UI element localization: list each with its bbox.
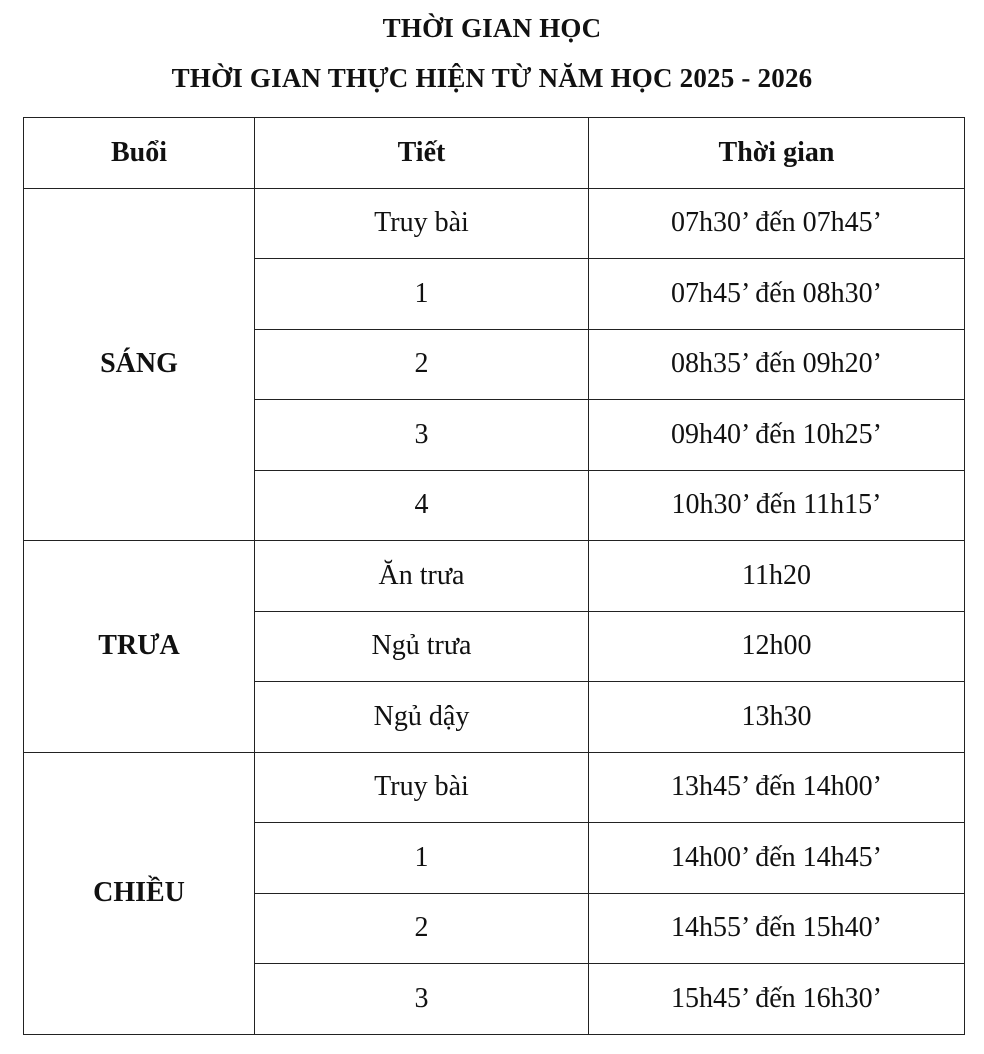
- period-cell: Ăn trưa: [255, 541, 589, 612]
- time-cell: 09h40’ đến 10h25’: [589, 400, 965, 471]
- table-header-row: [24, 118, 965, 189]
- time-cell: 13h45’ đến 14h00’: [589, 752, 965, 823]
- session-cell-afternoon: CHIỀU: [24, 752, 255, 1034]
- time-cell: 13h30: [589, 682, 965, 753]
- schedule-table: [23, 117, 965, 1035]
- period-cell: Truy bài: [255, 752, 589, 823]
- period-cell: Truy bài: [255, 188, 589, 259]
- period-cell: 1: [255, 823, 589, 894]
- column-header-time: Thời gian: [589, 118, 965, 189]
- table-row: [24, 752, 965, 823]
- page-title: THỜI GIAN HỌC: [382, 13, 602, 43]
- table-row: [24, 541, 965, 612]
- period-cell: 4: [255, 470, 589, 541]
- time-cell: 08h35’ đến 09h20’: [589, 329, 965, 400]
- time-cell: 11h20: [589, 541, 965, 612]
- time-cell: 07h30’ đến 07h45’: [589, 188, 965, 259]
- time-cell: 12h00: [589, 611, 965, 682]
- session-cell-noon: TRƯA: [24, 541, 255, 753]
- period-cell: 2: [255, 329, 589, 400]
- period-cell: 2: [255, 893, 589, 964]
- table-row: [24, 188, 965, 259]
- period-cell: 3: [255, 400, 589, 471]
- time-cell: 10h30’ đến 11h15’: [589, 470, 965, 541]
- period-cell: 3: [255, 964, 589, 1035]
- time-cell: 14h00’ đến 14h45’: [589, 823, 965, 894]
- column-header-period: Tiết: [255, 118, 589, 189]
- page-subtitle: THỜI GIAN THỰC HIỆN TỪ NĂM HỌC 2025 - 2026: [171, 63, 813, 93]
- period-cell: Ngủ trưa: [255, 611, 589, 682]
- time-cell: 15h45’ đến 16h30’: [589, 964, 965, 1035]
- session-cell-morning: SÁNG: [24, 188, 255, 541]
- column-header-session: Buổi: [24, 118, 255, 189]
- time-cell: 14h55’ đến 15h40’: [589, 893, 965, 964]
- period-cell: 1: [255, 259, 589, 330]
- time-cell: 07h45’ đến 08h30’: [589, 259, 965, 330]
- period-cell: Ngủ dậy: [255, 682, 589, 753]
